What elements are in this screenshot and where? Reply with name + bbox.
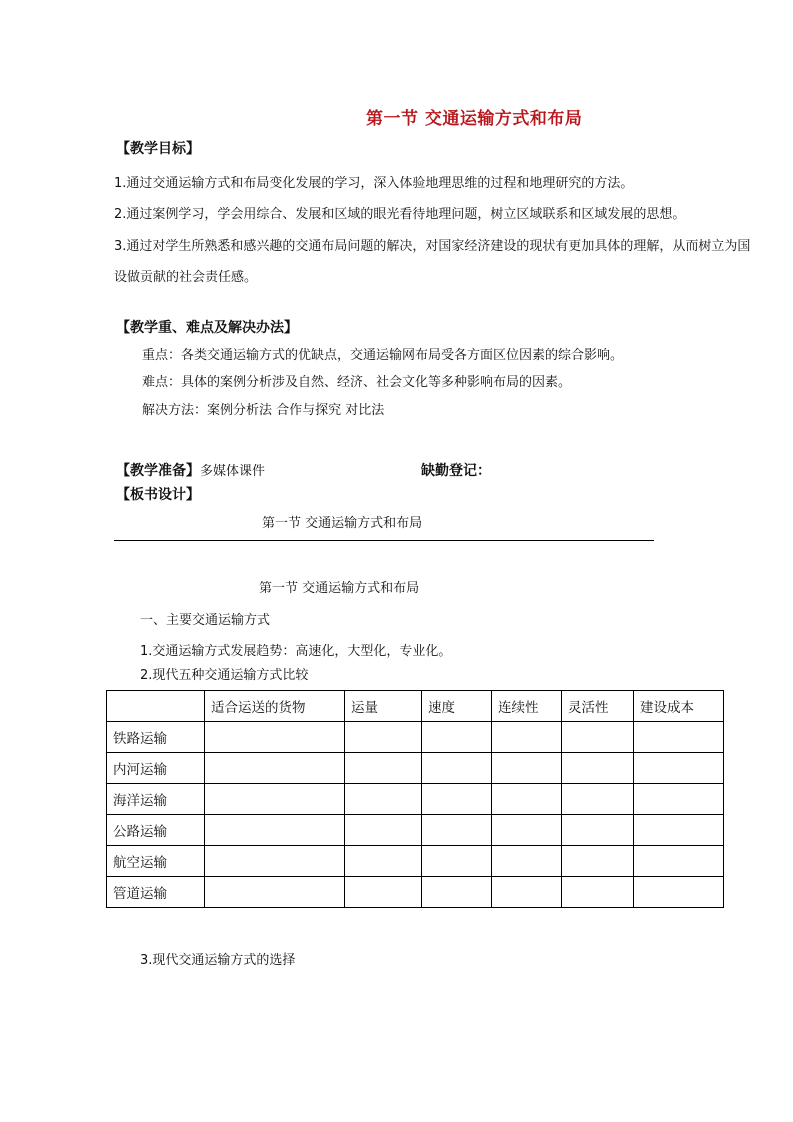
- table-cell: [205, 815, 345, 846]
- table-cell: [422, 815, 492, 846]
- table-cell: [492, 722, 562, 753]
- table-cell: [562, 846, 634, 877]
- table-cell: [205, 722, 345, 753]
- table-cell: [345, 815, 422, 846]
- table-cell: [422, 722, 492, 753]
- table-cell: [562, 815, 634, 846]
- table-cell: [205, 753, 345, 784]
- outline-point-2: 2.现代五种交通运输方式比较: [140, 668, 309, 683]
- preparation-heading: 【教学准备】: [116, 463, 200, 479]
- table-cell: [492, 784, 562, 815]
- table-cell: [492, 846, 562, 877]
- header-cell-volume: 运量: [345, 691, 422, 722]
- table-cell: [422, 877, 492, 908]
- objective-item-1: 1.通过交通运输方式和布局变化发展的学习，深入体验地理思维的过程和地理研究的方法。: [114, 176, 634, 191]
- table-cell: [345, 877, 422, 908]
- key-point-methods: 解决方法：案例分析法 合作与探究 对比法: [142, 403, 385, 418]
- board-design-line: 第一节 交通运输方式和布局: [262, 516, 423, 531]
- row-label-pipeline: 管道运输: [107, 877, 205, 908]
- transport-comparison-table: [106, 690, 724, 908]
- table-cell: [562, 877, 634, 908]
- table-row: [107, 784, 724, 815]
- table-cell: [422, 846, 492, 877]
- objective-item-3: 3.通过对学生所熟悉和感兴趣的交通布局问题的解决，对国家经济建设的现状有更加具体的理解，从而树立为国: [114, 239, 751, 254]
- table-row: [107, 753, 724, 784]
- table-row: [107, 877, 724, 908]
- outline-point-3: 3.现代交通运输方式的选择: [140, 953, 296, 968]
- key-points-heading: 【教学重、难点及解决办法】: [116, 320, 298, 336]
- row-label-ocean: 海洋运输: [107, 784, 205, 815]
- table-cell: [562, 753, 634, 784]
- table-header-row: [107, 691, 724, 722]
- board-design-heading: 【板书设计】: [116, 487, 200, 503]
- key-point-difficulty: 难点：具体的案例分析涉及自然、经济、社会文化等多种影响布局的因素。: [142, 375, 572, 390]
- table-cell: [634, 815, 724, 846]
- attendance-label: 缺勤登记：: [421, 463, 491, 479]
- table-row: [107, 846, 724, 877]
- table-cell: [492, 753, 562, 784]
- table-cell: [422, 753, 492, 784]
- outline-section-1: 一、主要交通运输方式: [140, 613, 271, 628]
- outline-point-1: 1.交通运输方式发展趋势：高速化，大型化，专业化。: [140, 644, 452, 659]
- table-cell: [345, 784, 422, 815]
- header-cell-cost: 建设成本: [634, 691, 724, 722]
- page-title: 第一节 交通运输方式和布局: [366, 109, 583, 129]
- table-row: [107, 815, 724, 846]
- header-cell-speed: 速度: [422, 691, 492, 722]
- table-cell: [205, 877, 345, 908]
- objective-item-3-cont: 设做贡献的社会责任感。: [114, 270, 258, 285]
- table-cell: [205, 784, 345, 815]
- table-cell: [492, 815, 562, 846]
- objectives-heading: 【教学目标】: [116, 141, 200, 157]
- table-cell: [562, 722, 634, 753]
- objective-item-2: 2.通过案例学习，学会用综合、发展和区域的眼光看待地理问题，树立区域联系和区域发展的思想。: [114, 207, 686, 222]
- preparation-value: 多媒体课件: [200, 464, 266, 479]
- table-cell: [634, 753, 724, 784]
- preparation-line: [116, 460, 265, 480]
- header-cell-flexibility: 灵活性: [562, 691, 634, 722]
- table-cell: [422, 784, 492, 815]
- table-cell: [634, 846, 724, 877]
- header-cell-blank: [107, 691, 205, 722]
- row-label-air: 航空运输: [107, 846, 205, 877]
- row-label-inland-waterway: 内河运输: [107, 753, 205, 784]
- table-cell: [634, 877, 724, 908]
- outline-subtitle: 第一节 交通运输方式和布局: [259, 581, 420, 596]
- table-cell: [345, 753, 422, 784]
- header-cell-goods: 适合运送的货物: [205, 691, 345, 722]
- key-point-focus: 重点：各类交通运输方式的优缺点，交通运输网布局受各方面区位因素的综合影响。: [142, 348, 624, 363]
- table-cell: [345, 722, 422, 753]
- table-cell: [634, 784, 724, 815]
- divider-line: [114, 540, 654, 541]
- table-cell: [634, 722, 724, 753]
- table-cell: [205, 846, 345, 877]
- table-row: [107, 722, 724, 753]
- table-cell: [345, 846, 422, 877]
- row-label-road: 公路运输: [107, 815, 205, 846]
- table-cell: [562, 784, 634, 815]
- header-cell-continuity: 连续性: [492, 691, 562, 722]
- table-cell: [492, 877, 562, 908]
- row-label-rail: 铁路运输: [107, 722, 205, 753]
